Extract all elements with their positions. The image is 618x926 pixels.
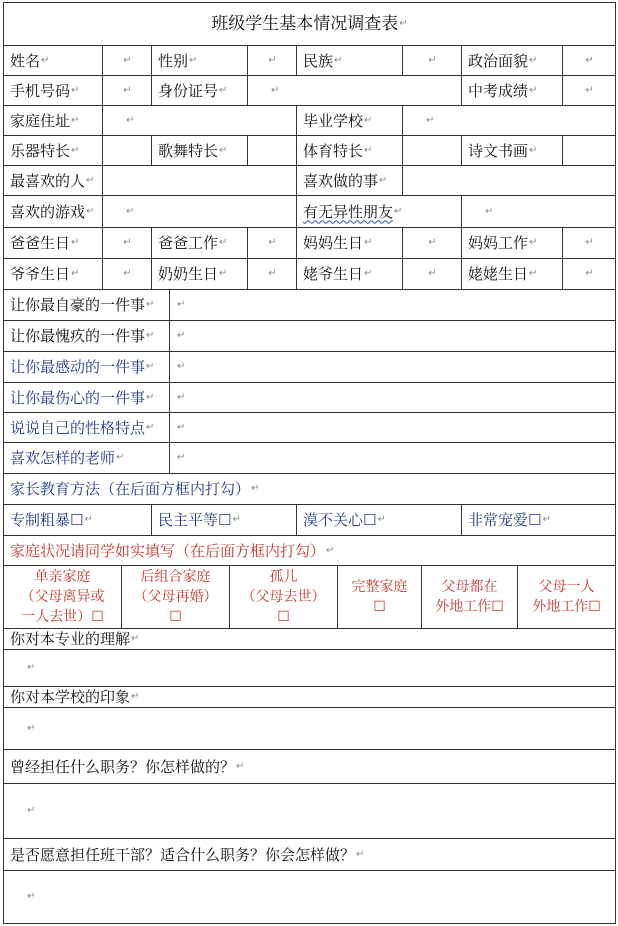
- input-ethnicity[interactable]: ↵: [402, 45, 462, 76]
- open-answer-major[interactable]: ↵: [3, 649, 616, 687]
- input-id-number[interactable]: ↵: [247, 75, 462, 106]
- parenting-option-spoiling[interactable]: 非常宠爱☐ ↵: [461, 504, 616, 536]
- input-favorite-game[interactable]: ↵: [102, 195, 297, 228]
- input-favorite-thing[interactable]: [402, 165, 616, 196]
- input-father-birthday[interactable]: ↵: [102, 227, 152, 259]
- parenting-option-democratic[interactable]: 民主平等☐ ↵: [151, 504, 297, 536]
- parenting-header: 家长教育方法（在后面方框内打勾） ↵: [3, 473, 616, 505]
- label-poetry: 诗文书画 ↵: [461, 135, 563, 166]
- input-mother-job[interactable]: ↵: [562, 227, 616, 259]
- label-name: 姓名 ↵: [3, 45, 103, 76]
- label-grandpa-maternal: 姥爷生日 ↵: [296, 258, 403, 290]
- question-label-guilty: 让你最愧疚的一件事 ↵: [3, 320, 170, 352]
- open-answer-positions[interactable]: ↵: [3, 783, 616, 839]
- label-mother-birthday: 妈妈生日 ↵: [296, 227, 403, 259]
- label-id-number: 身份证号 ↵: [151, 75, 248, 106]
- label-address: 家庭住址 ↵: [3, 105, 103, 136]
- label-political: 政治面貌 ↵: [461, 45, 563, 76]
- label-instrument: 乐器特长 ↵: [3, 135, 103, 166]
- question-label-proud: 让你最自豪的一件事 ↵: [3, 289, 170, 321]
- open-question-school: 你对本学校的印象 ↵: [3, 686, 616, 708]
- input-poetry[interactable]: [562, 135, 616, 166]
- parenting-option-authoritarian[interactable]: 专制粗暴☐ ↵: [3, 504, 152, 536]
- input-instrument[interactable]: [102, 135, 152, 166]
- label-dance: 歌舞特长 ↵: [151, 135, 248, 166]
- question-answer-moved[interactable]: ↵: [169, 351, 616, 383]
- question-answer-proud[interactable]: ↵: [169, 289, 616, 321]
- input-father-job[interactable]: ↵: [247, 227, 297, 259]
- label-exam-score: 中考成绩 ↵: [461, 75, 563, 106]
- label-opposite-sex-friend: 有无异性朋友 ↵: [296, 195, 462, 228]
- label-phone: 手机号码 ↵: [3, 75, 103, 106]
- input-address[interactable]: ↵: [102, 105, 297, 136]
- open-question-class-cadre: 是否愿意担任班干部？适合什么职务？你会怎样做？ ↵: [3, 838, 616, 871]
- input-gender[interactable]: ↵: [247, 45, 297, 76]
- input-grandpa-maternal[interactable]: ↵: [402, 258, 462, 290]
- question-answer-personality[interactable]: ↵: [169, 412, 616, 443]
- family-option-both-away[interactable]: 父母都在 外地工作☐: [421, 565, 518, 629]
- label-grandpa-paternal: 爷爷生日 ↵: [3, 258, 103, 290]
- input-grandpa-paternal[interactable]: ↵: [102, 258, 152, 290]
- family-option-single-parent[interactable]: 单亲家庭 （父母离异或 一人去世）☐: [3, 565, 122, 629]
- label-sports: 体育特长 ↵: [296, 135, 403, 166]
- parenting-option-indifferent[interactable]: 漠不关心☐ ↵: [296, 504, 462, 536]
- open-answer-school[interactable]: ↵: [3, 707, 616, 750]
- open-question-positions: 曾经担任什么职务？你怎样做的？ ↵: [3, 749, 616, 784]
- family-option-orphan[interactable]: 孤儿 （父母去世） ☐: [229, 565, 338, 629]
- input-exam-score[interactable]: ↵: [562, 75, 616, 106]
- question-label-moved: 让你最感动的一件事 ↵: [3, 351, 170, 383]
- input-opposite-sex-friend[interactable]: ↵: [461, 195, 616, 228]
- input-name[interactable]: ↵: [102, 45, 152, 76]
- question-answer-guilty[interactable]: ↵: [169, 320, 616, 352]
- label-graduated-school: 毕业学校 ↵: [296, 105, 403, 136]
- input-phone[interactable]: ↵: [102, 75, 152, 106]
- label-grandma-maternal: 姥姥生日 ↵: [461, 258, 563, 290]
- question-answer-sad[interactable]: ↵: [169, 382, 616, 413]
- input-sports[interactable]: [402, 135, 462, 166]
- paragraph-mark: ↵: [399, 18, 408, 29]
- label-father-birthday: 爸爸生日 ↵: [3, 227, 103, 259]
- label-favorite-person: 最喜欢的人 ↵: [3, 165, 103, 196]
- input-mother-birthday[interactable]: ↵: [402, 227, 462, 259]
- input-dance[interactable]: [247, 135, 297, 166]
- label-favorite-game: 喜欢的游戏 ↵: [3, 195, 103, 228]
- label-grandma-paternal: 奶奶生日 ↵: [151, 258, 248, 290]
- family-option-complete[interactable]: 完整家庭 ☐: [337, 565, 422, 629]
- input-favorite-person[interactable]: [102, 165, 297, 196]
- question-label-sad: 让你最伤心的一件事 ↵: [3, 382, 170, 413]
- family-option-one-away[interactable]: 父母一人 外地工作☐: [517, 565, 616, 629]
- label-gender: 性别 ↵: [151, 45, 248, 76]
- question-label-teacher: 喜欢怎样的老师 ↵: [3, 442, 170, 474]
- title-text: 班级学生基本情况调查表: [211, 14, 399, 34]
- input-graduated-school[interactable]: ↵: [402, 105, 616, 136]
- input-political[interactable]: ↵: [562, 45, 616, 76]
- label-father-job: 爸爸工作 ↵: [151, 227, 248, 259]
- label-ethnicity: 民族 ↵: [296, 45, 403, 76]
- input-grandma-paternal[interactable]: ↵: [247, 258, 297, 290]
- form-title: [3, 2, 616, 46]
- family-header: 家庭状况请同学如实填写（在后面方框内打勾） ↵: [3, 535, 616, 566]
- open-answer-class-cadre[interactable]: ↵: [3, 870, 616, 924]
- label-mother-job: 妈妈工作 ↵: [461, 227, 563, 259]
- label-favorite-thing: 喜欢做的事 ↵: [296, 165, 403, 196]
- question-label-personality: 说说自己的性格特点 ↵: [3, 412, 170, 443]
- question-answer-teacher[interactable]: ↵: [169, 442, 616, 474]
- open-question-major: 你对本专业的理解 ↵: [3, 628, 616, 650]
- family-option-blended[interactable]: 后组合家庭 （父母再婚） ☐: [121, 565, 230, 629]
- input-grandma-maternal[interactable]: ↵: [562, 258, 616, 290]
